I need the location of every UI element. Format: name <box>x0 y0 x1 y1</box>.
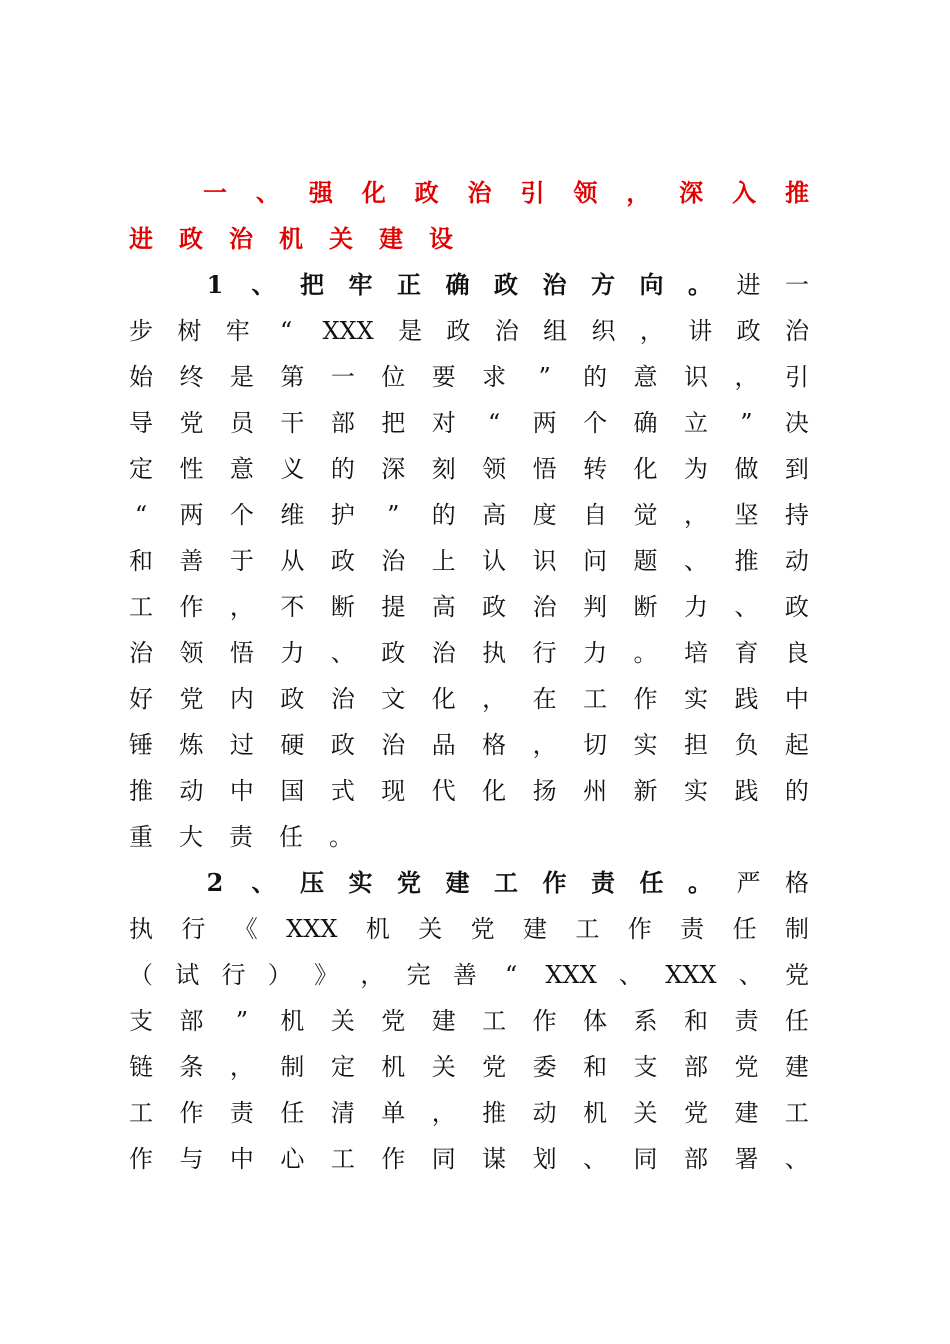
paragraph-line: 始 终 是 第 一 位 要 求 ” 的 意 识 ， 引 <box>129 363 809 391</box>
paragraph-line: 导 党 员 干 部 把 对 “ 两 个 确 立 ” 决 <box>129 409 809 437</box>
paragraph-line: 好 党 内 政 治 文 化 ， 在 工 作 实 践 中 <box>129 685 809 713</box>
section-heading-line: 一 、 强 化 政 治 引 领 ， 深 入 推 <box>203 179 809 207</box>
paragraph-line: 工 作 ， 不 断 提 高 政 治 判 断 力 、 政 <box>129 593 809 621</box>
paragraph-line: 2 、 压 实 党 建 工 作 责 任 。 严 格 <box>206 868 809 897</box>
paragraph-line: 重 大 责 任 。 <box>129 823 353 851</box>
paragraph-line: 锤 炼 过 硬 政 治 品 格 ， 切 实 担 负 起 <box>129 731 809 759</box>
paragraph-line: 治 领 悟 力 、 政 治 执 行 力 。 培 育 良 <box>129 639 809 667</box>
document-body <box>129 170 809 1182</box>
section-heading-line: 进 政 治 机 关 建 设 <box>129 225 453 253</box>
paragraph-line: 执 行 《 XXX 机 关 党 建 工 作 责 任 制 <box>129 915 809 943</box>
paragraph-line: 作 与 中 心 工 作 同 谋 划 、 同 部 署 、 <box>129 1145 809 1173</box>
paragraph-line: 和 善 于 从 政 治 上 认 识 问 题 、 推 动 <box>129 547 809 575</box>
paragraph-line: 1 、 把 牢 正 确 政 治 方 向 。 进 一 <box>206 270 809 299</box>
paragraph-line: 支 部 ” 机 关 党 建 工 作 体 系 和 责 任 <box>129 1007 809 1035</box>
paragraph-line: （ 试 行 ） 》 ， 完 善 “ XXX 、 XXX 、 党 <box>129 961 809 989</box>
paragraph-line: 链 条 ， 制 定 机 关 党 委 和 支 部 党 建 <box>129 1053 809 1081</box>
paragraph-line: 步 树 牢 “ XXX 是 政 治 组 织 ， 讲 政 治 <box>129 317 809 345</box>
paragraph-line: 推 动 中 国 式 现 代 化 扬 州 新 实 践 的 <box>129 777 809 805</box>
paragraph-line: 定 性 意 义 的 深 刻 领 悟 转 化 为 做 到 <box>129 455 809 483</box>
paragraph-line: “ 两 个 维 护 ” 的 高 度 自 觉 ， 坚 持 <box>134 501 809 529</box>
paragraph-line: 工 作 责 任 清 单 ， 推 动 机 关 党 建 工 <box>129 1099 809 1127</box>
